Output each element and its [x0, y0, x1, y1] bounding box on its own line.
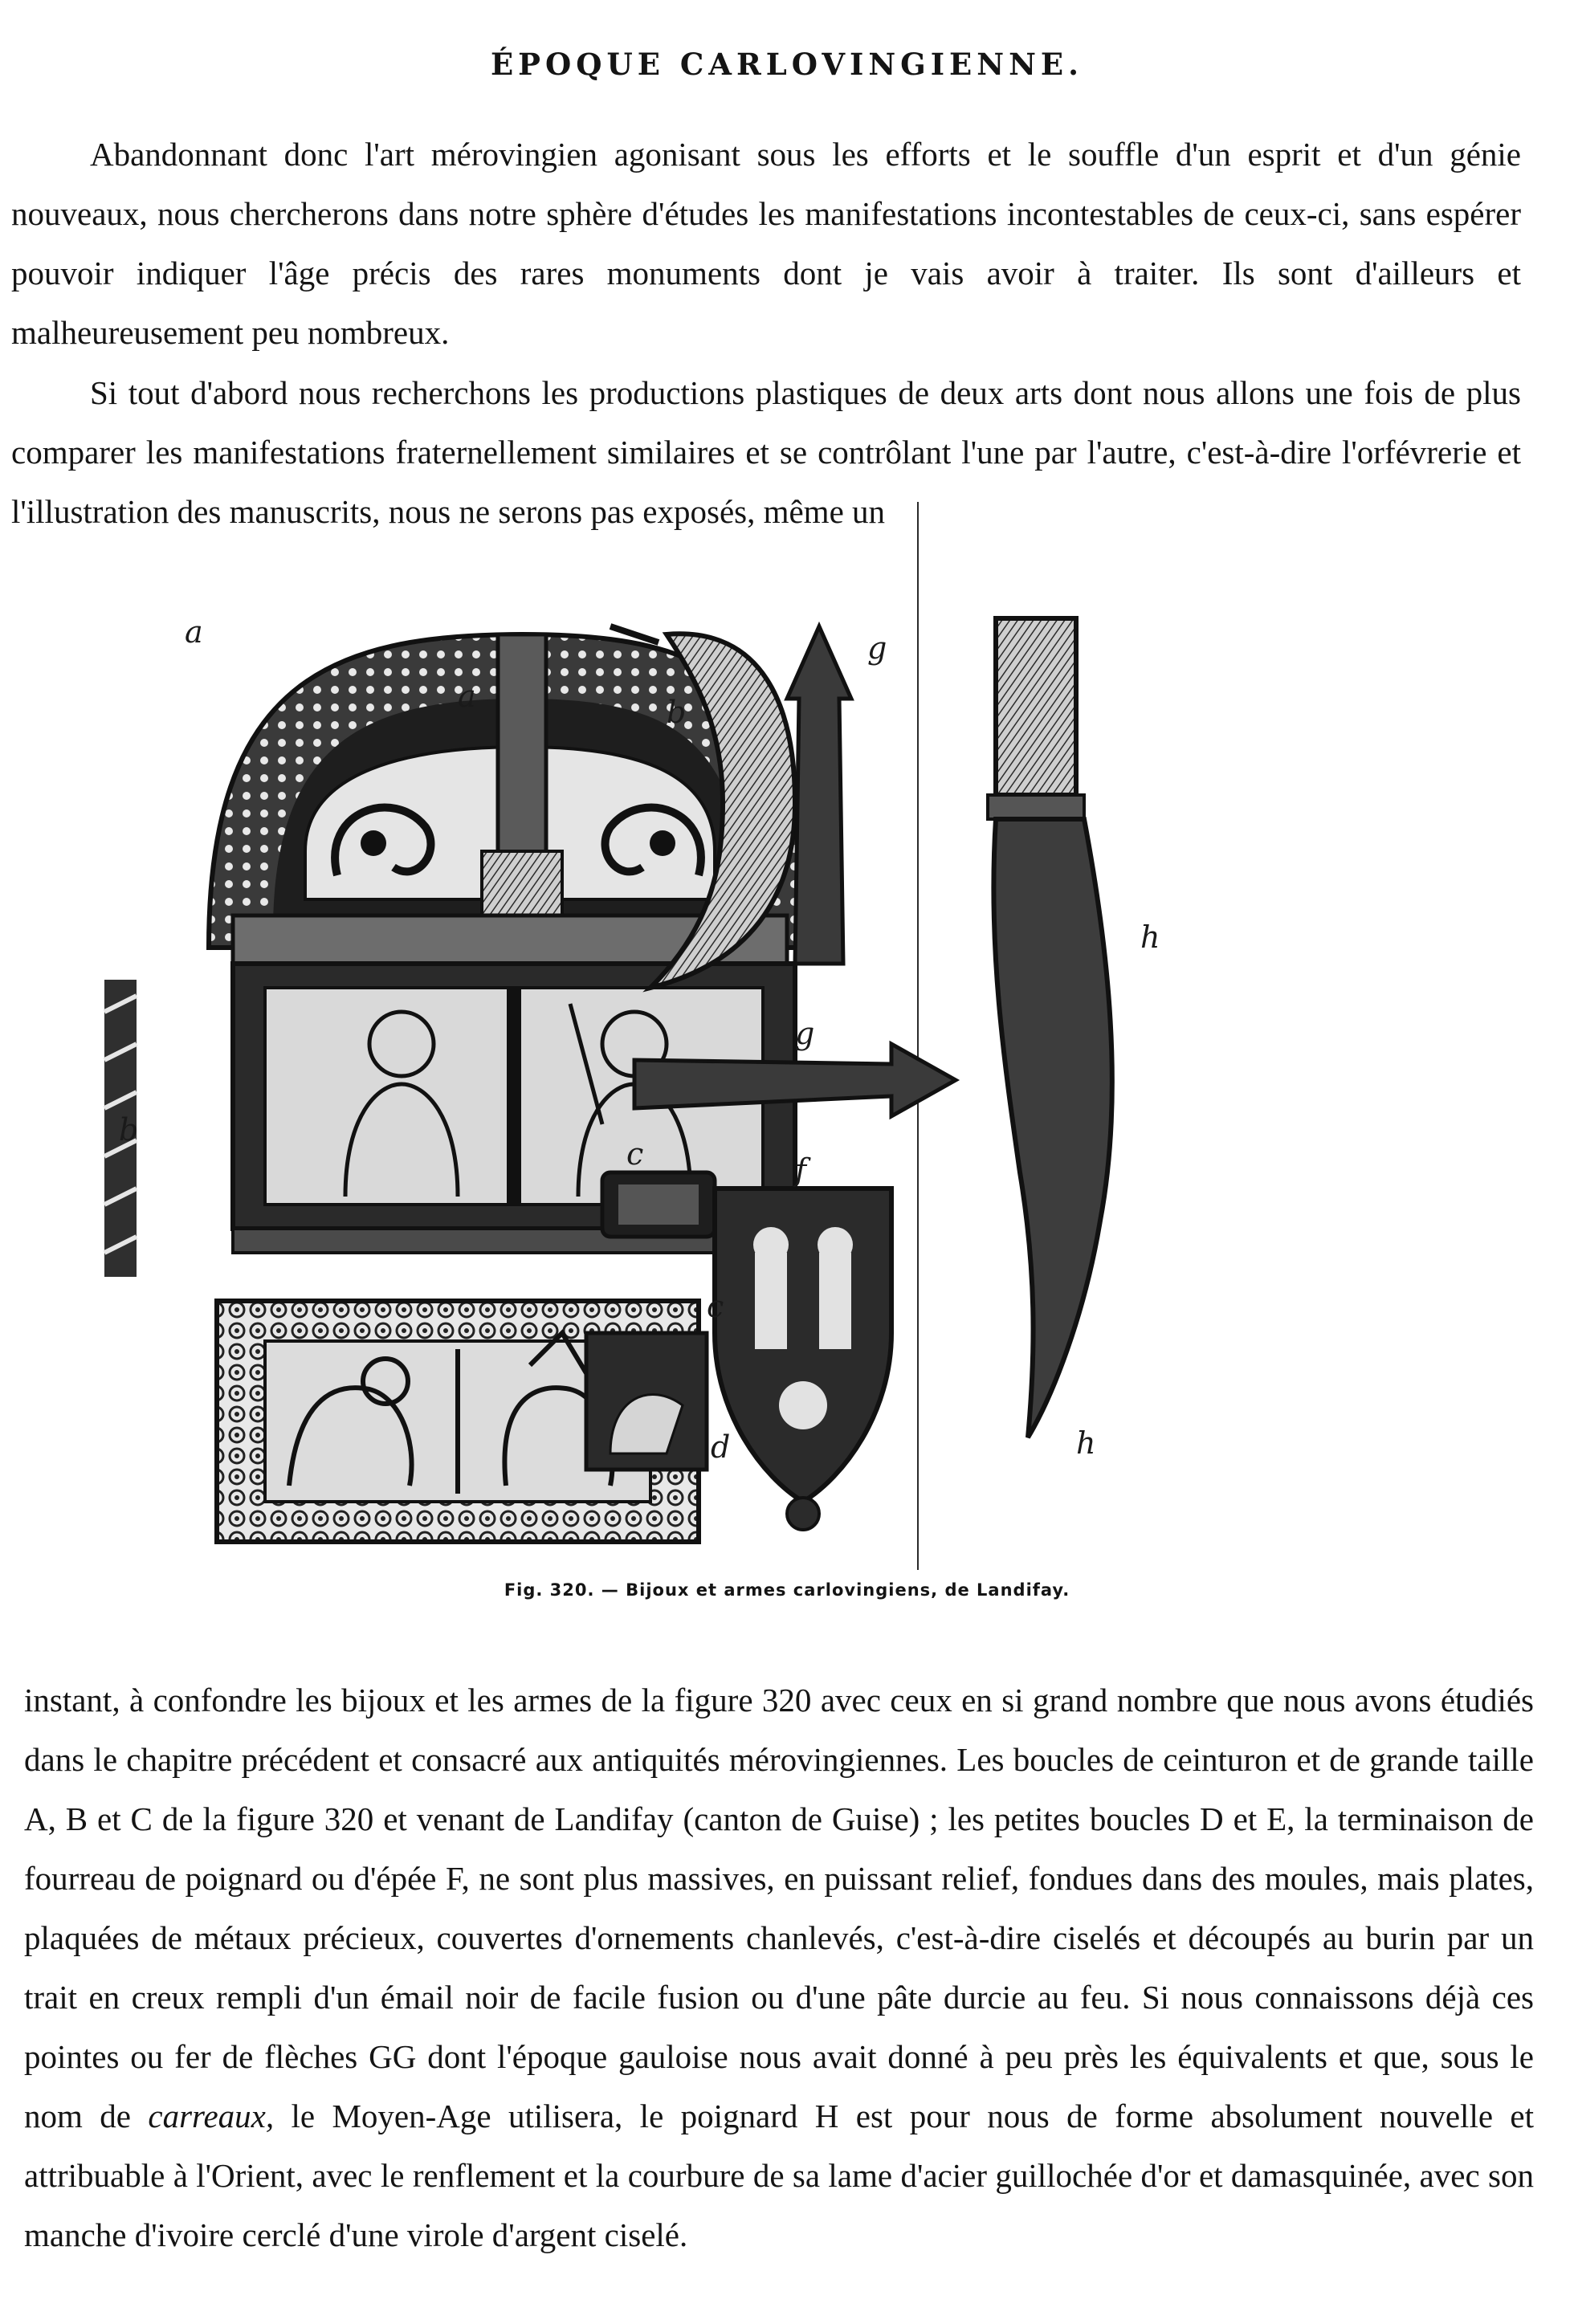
paragraph-description-part2: le Moyen-Age utilisera, le poignard H est pour nous de forme absolument nouvelle et attribuable à l'Orient, avec le renflement et la courbure de sa lame d'acier guillochée d'or et damasquinée, avec son manche d'ivoire cerclé d'une virole d'argent ciselé.: [24, 2098, 1535, 2253]
label-c1: c: [707, 1289, 724, 1324]
label-h1: h: [1140, 919, 1160, 955]
figure-320-illustration: [119, 610, 1229, 1550]
buckle-e-drawing: [586, 1333, 707, 1470]
paragraph-productions: Si tout d'abord nous recherchons les productions plastiques de deux arts dont nous allons une fois de plus comparer les manifestations fraternellement similaires et se contrôlant l'une par l'autre, c'est-à-dire l'orfévrerie et l'illustration des manuscrits, nous ne serons pas exposés, même un: [11, 374, 1521, 530]
label-f: f: [795, 1152, 807, 1188]
dagger-h-drawing: [988, 618, 1112, 1437]
arrowhead-g-vertical-drawing: [787, 626, 851, 964]
paragraph-description-part1: instant, à confondre les bijoux et les armes de la figure 320 avec ceux en si grand nombre que nous avons étudiés dans le chapitre précédent et consacré aux antiquités mérovingiennes. Les boucles de ceinturon et de grande taille A, B et C de la figure 320 et venant de Landifay (canton de Guise) ; les petites boucles D et E, la terminaison de fourreau de poignard ou d'épée F, ne sont plus massives, en puissant relief, fondues dans des moules, mais plates, plaquées de métaux précieux, couvertes d'ornements chanlevés, c'est-à-dire ciselés et découpés au burin par un trait en creux rempli d'un émail noir de facile fusion ou d'une pâte durcie au feu. Si nous connaissons déjà ces pointes ou fer de flèches GG dont l'époque gauloise nous avait donné à peu près les équivalents et que, sous le nom de: [24, 1682, 1534, 2134]
page-title: ÉPOQUE CARLOVINGIENNE.: [490, 47, 1083, 82]
chape-f-drawing: [715, 1189, 891, 1530]
paragraph-intro: Abandonnant donc l'art mérovingien agonisant sous les efforts et le souffle d'un esprit et d'un génie nouveaux, nous chercherons dans notre sphère d'études les manifestations incontestables de ceux-ci, sans espérer pouvoir indiquer l'âge précis des rares monuments dont je vais avoir à traiter. Ils sont d'ailleurs et malheureusement peu nombreux.: [11, 136, 1521, 351]
label-b-crescent: b: [667, 695, 687, 730]
paragraph-description: [24, 1670, 1534, 2265]
label-c2: c: [626, 1136, 644, 1172]
figure-320: [119, 610, 1229, 1550]
figure-caption: Fig. 320. — Bijoux et armes carlovingiens, de Landifay.: [504, 1580, 1070, 1600]
buckle-d-drawing: [602, 1172, 715, 1237]
label-a2: a: [458, 679, 476, 714]
label-g2: g: [795, 1016, 815, 1051]
label-g1: g: [867, 630, 887, 666]
label-a1: a: [185, 614, 203, 650]
label-b: b: [119, 1112, 139, 1148]
label-h2: h: [1076, 1425, 1096, 1461]
label-d: d: [711, 1429, 731, 1465]
term-carreaux: carreaux,: [148, 2098, 275, 2134]
